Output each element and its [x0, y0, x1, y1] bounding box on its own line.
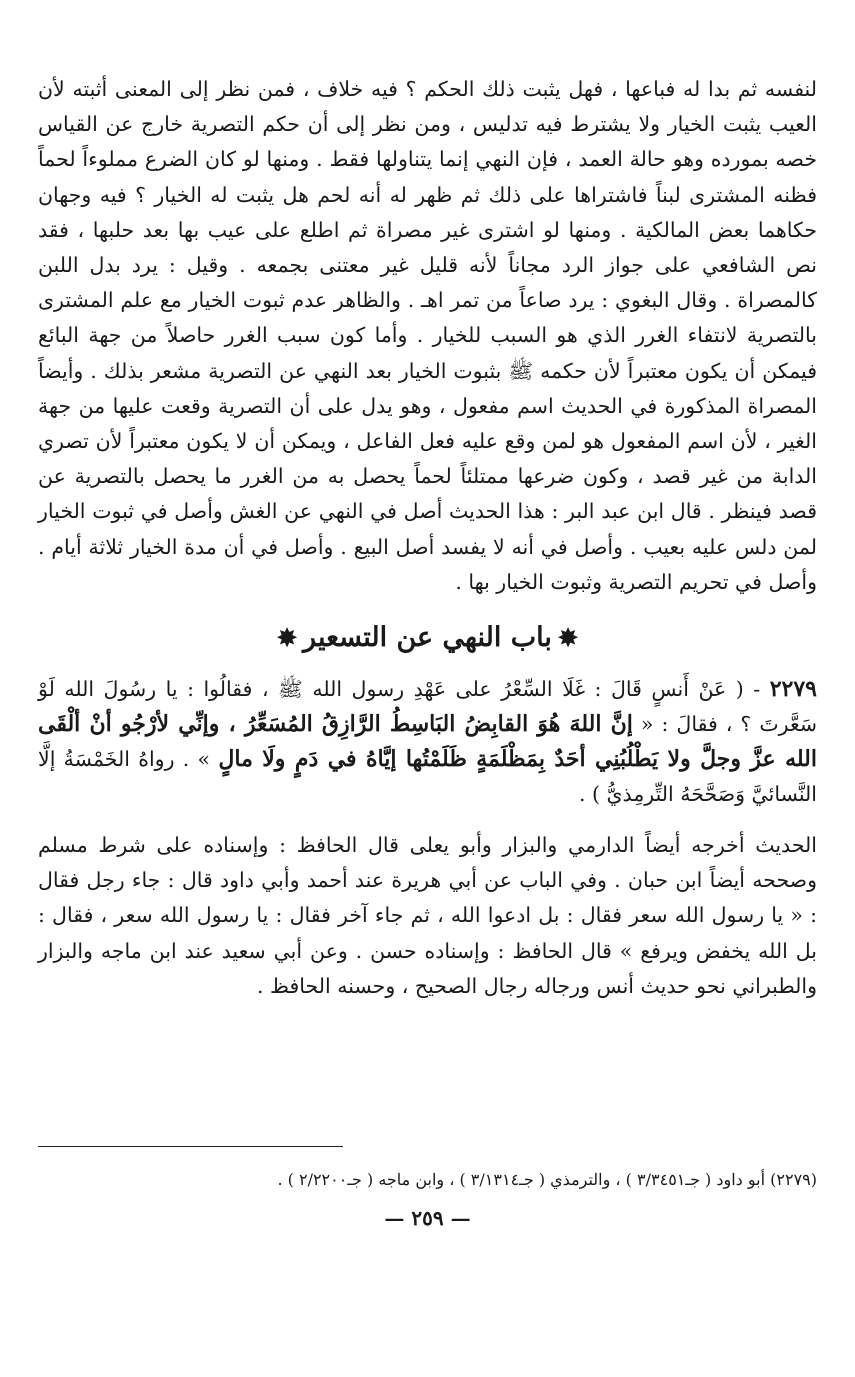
page-number: — ٢٥٩ — [384, 1206, 471, 1230]
body-paragraph: لنفسه ثم بدا له فباعها ، فهل يثبت ذلك الحكم ؟ فيه خلاف ، فمن نظر إلى المعنى أثبته لأن العيب يثبت الخيار ولا يشترط فيه تدليس ، ومن نظر إلى أن حكم التصرية خارج عن القياس خصه بمورده وهو حالة العمد ، فإن النهي إنما يتناولها فقط . ومنها لو كان الضرع مملوءاً لحماً فظنه المشترى لبناً فاشتراها على ذلك ثم ظهر له أنه لحم هل يثبت له الخيار ؟ فيه وجهان حكاهما بعض المالكية . ومنها لو اشترى غير مصراة ثم اطلع على عيب بها بعد حلبها ، فقد نص الشافعي على جواز الرد مجاناً لأنه قليل غير معتنى بجمعه . وقيل : يرد بدل اللبن كالمصراة . وقال البغوي : يرد صاعاً من تمر اهـ . والظاهر عدم ثبوت الخيار مع علم المشترى بالتصرية لانتفاء الغرر الذي هو السبب للخيار . وأما كون سبب الغرر حاصلاً من جهة البائع فيمكن أن يكون معتبراً لأن حكمه ﷺ بثبوت الخيار بعد النهي عن التصرية مشعر بذلك . وأيضاً المصراة المذكورة في الحديث اسم مفعول ، وهو يدل على أن التصرية وقعت عليها من جهة الغير ، لأن اسم المفعول هو لمن وقع عليه فعل الفاعل ، ويمكن أن لا يكون معتبراً لأن تصري الدابة من غير قصد ، وكون ضرعها ممتلئاً لحماً يحصل به من الغرر ما يحصل بالتصرية عن قصد فينظر . قال ابن عبد البر : هذا الحديث أصل في النهي عن الغش وأصل في ثبوت الخيار لمن دلس عليه بعيب . وأصل في أنه لا يفسد أصل البيع . وأصل في أن مدة الخيار ثلاثة أيام . وأصل في تحريم التصرية وثبوت الخيار بها . [38, 77, 817, 594]
star-ornament-icon: ✸ [557, 623, 579, 653]
hadith-opening: - ( عَنْ أَنسٍ قَالَ : غَلَا السِّعْرُ على عَهْدِ رسول الله ﷺ ، فقالُوا : يا رسُولَ الله لَوْ سَعَّرتَ ؟ ، فقالَ : « [38, 677, 818, 737]
hadith-closing: » . رواهُ الخَمْسَةُ إلَّا النَّسائيَّ وَصَحَّحَهُ التِّرمِذيُّ ) . [38, 747, 817, 807]
page-body [38, 72, 817, 1377]
chapter-title: باب النهي عن التسعير [303, 622, 552, 654]
hadith-number: ٢٢٧٩ [769, 676, 817, 703]
commentary-paragraph: الحديث أخرجه أيضاً الدارمي والبزار وأبو يعلى قال الحافظ : وإسناده على شرط مسلم وصححه أيضاً ابن حبان . وفي الباب عن أبي هريرة عند أحمد وأبي داود قال : جاء رجل فقال : « يا رسول الله سعر فقال : بل ادعوا الله ، ثم جاء آخر فقال : يا رسول الله سعر ، فقال : بل الله يخفض ويرفع » قال الحافظ : وإسناده حسن . وعن أبي سعيد عند ابن ماجه والبزار والطبراني نحو حديث أنس ورجاله رجال الصحيح ، وحسنه الحافظ . [38, 833, 817, 998]
star-ornament-icon: ✸ [276, 623, 298, 653]
prophet-quote: إنَّ اللهَ هُوَ القابِضُ البَاسِطُ الرَّازِقُ المُسَعِّرُ ، وإنِّي لأرْجُو أنْ ألْقَى الله عزَّ وجلَّ ولا يَطْلُبُنِي أحَدٌ بِمَظْلَمَةٍ ظَلَمْتُها إيَّاهُ في دَمٍ ولَا مالٍ [38, 711, 817, 773]
footnote: (٢٢٧٩) أبو داود ( جـ٣/٣٤٥١ ) ، والترمذي ( جـ٣/١٣١٤ ) ، وابن ماجه ( جـ٢/٢٢٠٠ ) . [277, 1170, 817, 1189]
hadith-text [38, 672, 817, 812]
chapter-heading [38, 618, 817, 658]
footnote-divider [38, 1146, 343, 1147]
